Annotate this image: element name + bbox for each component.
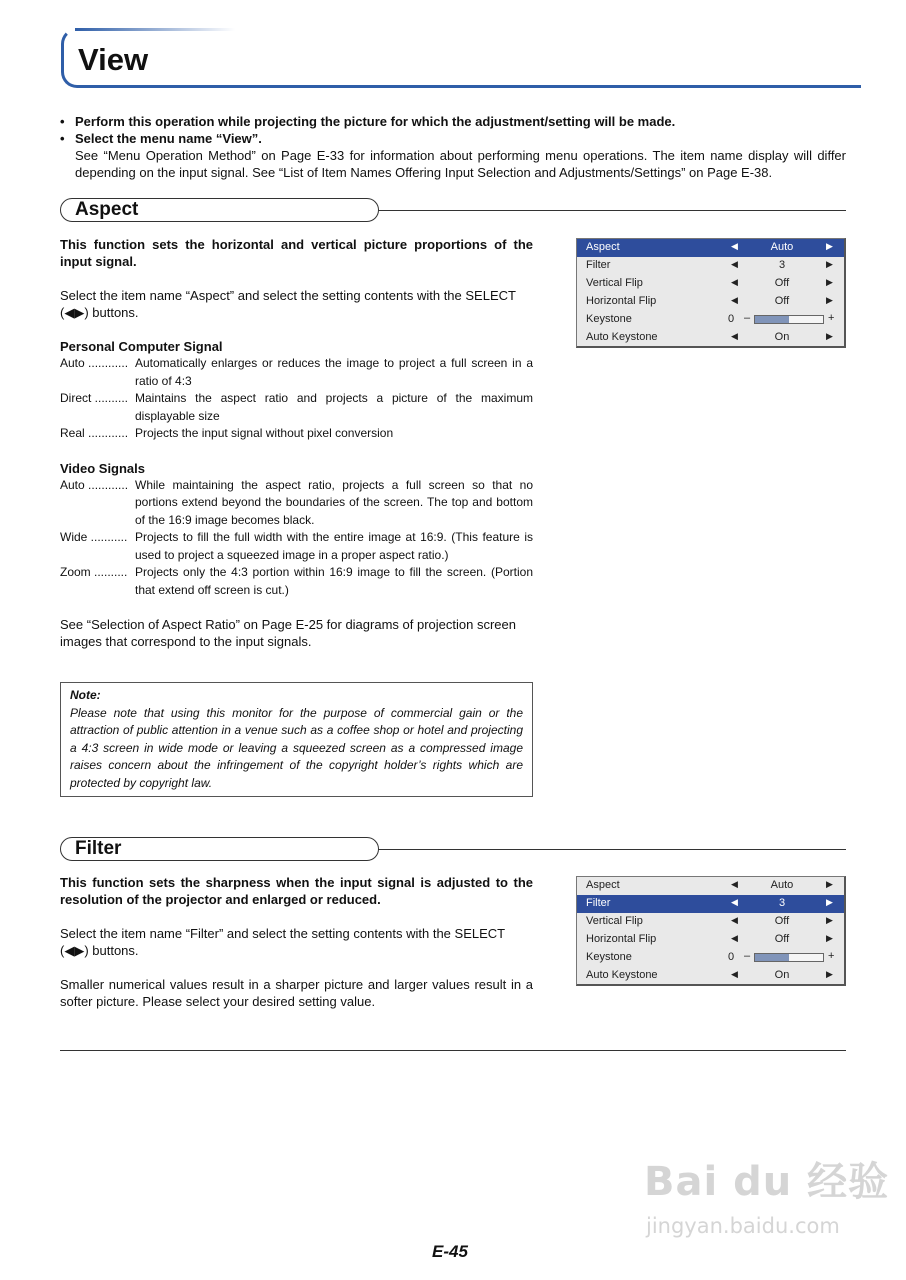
aspect-content — [60, 236, 533, 650]
menu-row-vertical-flip: Vertical Flip ◀ Off ▶ — [586, 915, 833, 928]
left-arrow-icon: ◀ — [731, 969, 738, 980]
menu-row-vertical-flip: Vertical Flip ◀ Off ▶ — [586, 277, 833, 290]
note-text: Please note that using this monitor for the purpose of commercial gain or the attraction of public attention in a venue such as a coffee shop or hotel and projecting a 4:3 screen in wide mode or leaving a squeezed screen as a compressed image raises concern about the infringement of the copyright holder’s rights which are protected by copyright law. — [70, 705, 523, 790]
aspect-lead: This function sets the horizontal and vertical picture proportions of the input signal. — [60, 237, 533, 269]
section-rule — [378, 210, 846, 211]
left-arrow-icon: ◀ — [731, 277, 738, 288]
left-arrow-icon: ◀ — [731, 259, 738, 270]
list-item: Wide ........... Projects to fill the full width with the entire image at 16:9. (This feature is used to project a squeezed image in a proper aspect ratio.) — [60, 530, 533, 562]
menu-row-aspect: Aspect ◀ Auto ▶ — [586, 879, 833, 891]
left-arrow-icon: ◀ — [731, 295, 738, 306]
menu-row-keystone: Keystone 0 – + — [586, 950, 835, 964]
left-arrow-icon: ◀ — [731, 897, 738, 908]
right-arrow-icon: ▶ — [826, 259, 833, 270]
intro-bullets — [60, 113, 846, 181]
left-arrow-icon: ◀ — [731, 331, 738, 342]
right-arrow-icon: ▶ — [826, 969, 833, 980]
bullet-text: Perform this operation while projecting the picture for which the adjustment/setting will be made. — [75, 114, 676, 129]
right-arrow-icon: ▶ — [826, 277, 833, 288]
page-title: View — [78, 42, 149, 77]
list-item: Auto ............ Automatically enlarges or reduces the image to project a full screen in a ratio of 4:3 — [60, 356, 533, 388]
menu-row-filter: Filter ◀ 3 ▶ — [586, 259, 833, 272]
list-item: Auto ............ While maintaining the aspect ratio, projects a full screen so that no portions extend beyond the boundaries of the screen. The top and bottom of the 16:9 image becomes black. — [60, 477, 533, 527]
bottom-rule — [60, 1050, 846, 1051]
osd-menu-filter — [576, 876, 846, 986]
right-arrow-icon: ▶ — [826, 879, 833, 889]
menu-row-aspect: Aspect ◀ Auto ▶ — [577, 239, 844, 257]
keystone-slider — [754, 953, 824, 962]
note-title: Note: — [70, 688, 101, 702]
right-arrow-icon: ▶ — [826, 241, 833, 251]
list-item: Real ............ Projects the input signal without pixel conversion — [60, 426, 394, 440]
list-item: Direct .......... Maintains the aspect ratio and projects a picture of the maximum displayable size — [60, 391, 533, 423]
left-arrow-icon: ◀ — [731, 933, 738, 944]
section-header-aspect — [60, 198, 379, 222]
osd-menu-aspect — [576, 238, 846, 348]
menu-row-horizontal-flip: Horizontal Flip ◀ Off ▶ — [586, 295, 833, 308]
filter-instruction: Select the item name “Filter” and select the setting contents with the SELECT (◀▶) buttons. — [60, 926, 505, 958]
video-signal-list — [60, 477, 533, 600]
bullet-item: • Perform this operation while projecting the picture for which the adjustment/setting will be made. — [60, 114, 676, 129]
list-item: Zoom .......... Projects only the 4:3 portion within 16:9 image to fill the screen. (Portion that extend off screen is cut.) — [60, 565, 533, 597]
bullet-text: Select the menu name “View”. — [75, 131, 262, 146]
watermark-url: jingyan.baidu.com — [646, 1214, 840, 1238]
right-arrow-icon: ▶ — [826, 933, 833, 944]
right-arrow-icon: ▶ — [826, 915, 833, 926]
filter-lead: This function sets the sharpness when the input signal is adjusted to the resolution of the projector and enlarged or reduced. — [60, 875, 533, 907]
video-signal-heading: Video Signals — [60, 460, 146, 476]
right-arrow-icon: ▶ — [826, 295, 833, 306]
right-arrow-icon: ▶ — [826, 331, 833, 342]
title-frame — [61, 28, 861, 88]
filter-content — [60, 874, 533, 1010]
menu-row-keystone: Keystone 0 – + — [586, 312, 835, 326]
right-arrow-icon: ▶ — [826, 897, 833, 908]
pc-signal-heading: Personal Computer Signal — [60, 339, 223, 354]
aspect-instruction: Select the item name “Aspect” and select the setting contents with the SELECT (◀▶) buttons. — [60, 288, 516, 320]
section-title: Aspect — [75, 199, 139, 220]
menu-row-filter: Filter ◀ 3 ▶ — [577, 895, 844, 913]
watermark-logo: Bai du 经验 — [644, 1159, 890, 1205]
bullet-description: See “Menu Operation Method” on Page E-33 for information about performing menu operations. The item name display will differ depending on the input signal. See “List of Item Names Offering Input Selection and Adjustments/Settings” on Page E-38. — [75, 148, 846, 180]
aspect-see-also: See “Selection of Aspect Ratio” on Page E-25 for diagrams of projection screen images that correspond to the input signals. — [60, 617, 516, 649]
left-arrow-icon: ◀ — [731, 879, 738, 889]
page-number: E-45 — [432, 1242, 468, 1261]
menu-row-horizontal-flip: Horizontal Flip ◀ Off ▶ — [586, 933, 833, 946]
copyright-note — [60, 682, 533, 797]
menu-row-auto-keystone: Auto Keystone ◀ On ▶ — [586, 969, 833, 982]
left-arrow-icon: ◀ — [731, 915, 738, 926]
menu-row-auto-keystone: Auto Keystone ◀ On ▶ — [586, 331, 833, 344]
filter-detail: Smaller numerical values result in a sharper picture and larger values result in a softer picture. Please select your desired setting value. — [60, 977, 533, 1009]
section-title: Filter — [75, 838, 122, 859]
keystone-slider — [754, 315, 824, 324]
section-rule — [378, 849, 846, 850]
bullet-item: • Select the menu name “View”. — [60, 131, 262, 146]
pc-signal-list — [60, 355, 533, 443]
section-header-filter — [60, 837, 379, 861]
left-arrow-icon: ◀ — [731, 241, 738, 251]
